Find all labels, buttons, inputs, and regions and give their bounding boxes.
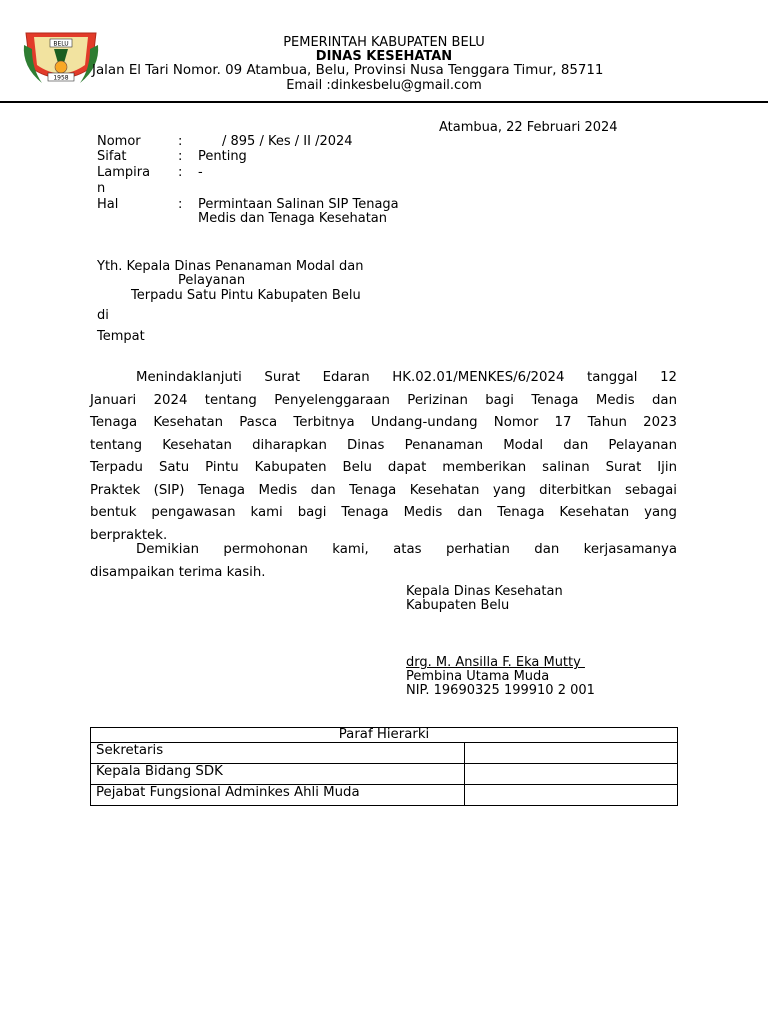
paraf-signature-cell bbox=[465, 785, 678, 806]
body-paragraph-1 bbox=[90, 367, 677, 547]
body-line: Tenaga Kesehatan Pasca Terbitnya Undang-undang Nomor 17 Tahun 2023 bbox=[90, 415, 677, 430]
lampiran-label: Lampira bbox=[97, 165, 151, 180]
lampiran-colon: : bbox=[178, 165, 183, 180]
body-paragraph-2 bbox=[90, 539, 677, 584]
table-row bbox=[91, 743, 678, 764]
body-line: tentang Kesehatan diharapkan Dinas Penanaman Modal dan Pelayanan bbox=[90, 437, 677, 453]
nomor-value: / 895 / Kes / II /2024 bbox=[222, 134, 353, 149]
signature-title1: Kepala Dinas Kesehatan bbox=[406, 584, 563, 599]
letter-date: Atambua, 22 Februari 2024 bbox=[439, 120, 618, 135]
hal-value-line2: Medis dan Tenaga Kesehatan bbox=[198, 211, 388, 226]
recipient-line3: Terpadu Satu Pintu Kabupaten Belu bbox=[131, 288, 361, 303]
paraf-table-header: Paraf Hierarki bbox=[91, 728, 678, 743]
paraf-role: Sekretaris bbox=[91, 743, 465, 764]
agency-address: Jalan El Tari Nomor. 09 Atambua, Belu, Provinsi Nusa Tenggara Timur, 85711 bbox=[92, 63, 604, 78]
signatory-nip: NIP. 19690325 199910 2 001 bbox=[406, 683, 595, 698]
body-line: Menindaklanjuti Surat Edaran HK.02.01/MENKES/6/2024 tanggal 12 bbox=[136, 370, 677, 385]
sifat-label: Sifat bbox=[97, 149, 127, 164]
hal-colon: : bbox=[178, 197, 183, 212]
sifat-value: Penting bbox=[198, 149, 247, 164]
lampiran-value: - bbox=[198, 165, 203, 180]
body-line: disampaikan terima kasih. bbox=[90, 564, 266, 580]
body-line: berpraktek. bbox=[90, 527, 168, 543]
body-line: Demikian permohonan kami, atas perhatian dan kerjasamanya bbox=[136, 542, 677, 557]
nomor-label: Nomor bbox=[97, 134, 141, 149]
body-line: Januari 2024 tentang Penyelenggaraan Perizinan bagi Tenaga Medis dan bbox=[90, 392, 677, 408]
nomor-colon: : bbox=[178, 134, 183, 149]
agency-email: Email :dinkesbelu@gmail.com bbox=[286, 78, 482, 93]
signatory-rank: Pembina Utama Muda bbox=[406, 669, 550, 684]
paraf-hierarki-table bbox=[90, 727, 678, 806]
signature-title2: Kabupaten Belu bbox=[406, 598, 510, 613]
hal-value-line1: Permintaan Salinan SIP Tenaga bbox=[198, 197, 399, 212]
signatory-name: drg. M. Ansilla F. Eka Mutty bbox=[406, 655, 585, 670]
belu-regency-logo bbox=[20, 27, 102, 89]
paraf-signature-cell bbox=[465, 764, 678, 785]
agency-name: DINAS KESEHATAN bbox=[315, 49, 453, 64]
body-line: Praktek (SIP) Tenaga Medis dan Tenaga Kesehatan yang diterbitkan sebagai bbox=[90, 482, 677, 498]
lampiran-label-wrap: n bbox=[97, 181, 106, 196]
body-line: Terpadu Satu Pintu Kabupaten Belu dapat memberikan salinan Surat Ijin bbox=[90, 460, 677, 475]
table-row bbox=[91, 764, 678, 785]
hal-label: Hal bbox=[97, 197, 119, 212]
paraf-signature-cell bbox=[465, 743, 678, 764]
table-row bbox=[91, 785, 678, 806]
letterhead-divider bbox=[0, 101, 768, 103]
logo-text: BELU bbox=[53, 40, 69, 48]
government-name: PEMERINTAH KABUPATEN BELU bbox=[283, 35, 485, 50]
recipient-tempat: Tempat bbox=[97, 329, 145, 344]
paraf-role: Pejabat Fungsional Adminkes Ahli Muda bbox=[91, 785, 465, 806]
paraf-role: Kepala Bidang SDK bbox=[91, 764, 465, 785]
recipient-line1: Yth. Kepala Dinas Penanaman Modal dan bbox=[97, 259, 364, 274]
recipient-di: di bbox=[97, 308, 109, 323]
body-line: bentuk pengawasan kami bagi Tenaga Medis dan Tenaga Kesehatan yang bbox=[90, 505, 677, 520]
logo-year: 1958 bbox=[53, 74, 69, 82]
recipient-line2: Pelayanan bbox=[178, 273, 246, 288]
sifat-colon: : bbox=[178, 149, 183, 164]
